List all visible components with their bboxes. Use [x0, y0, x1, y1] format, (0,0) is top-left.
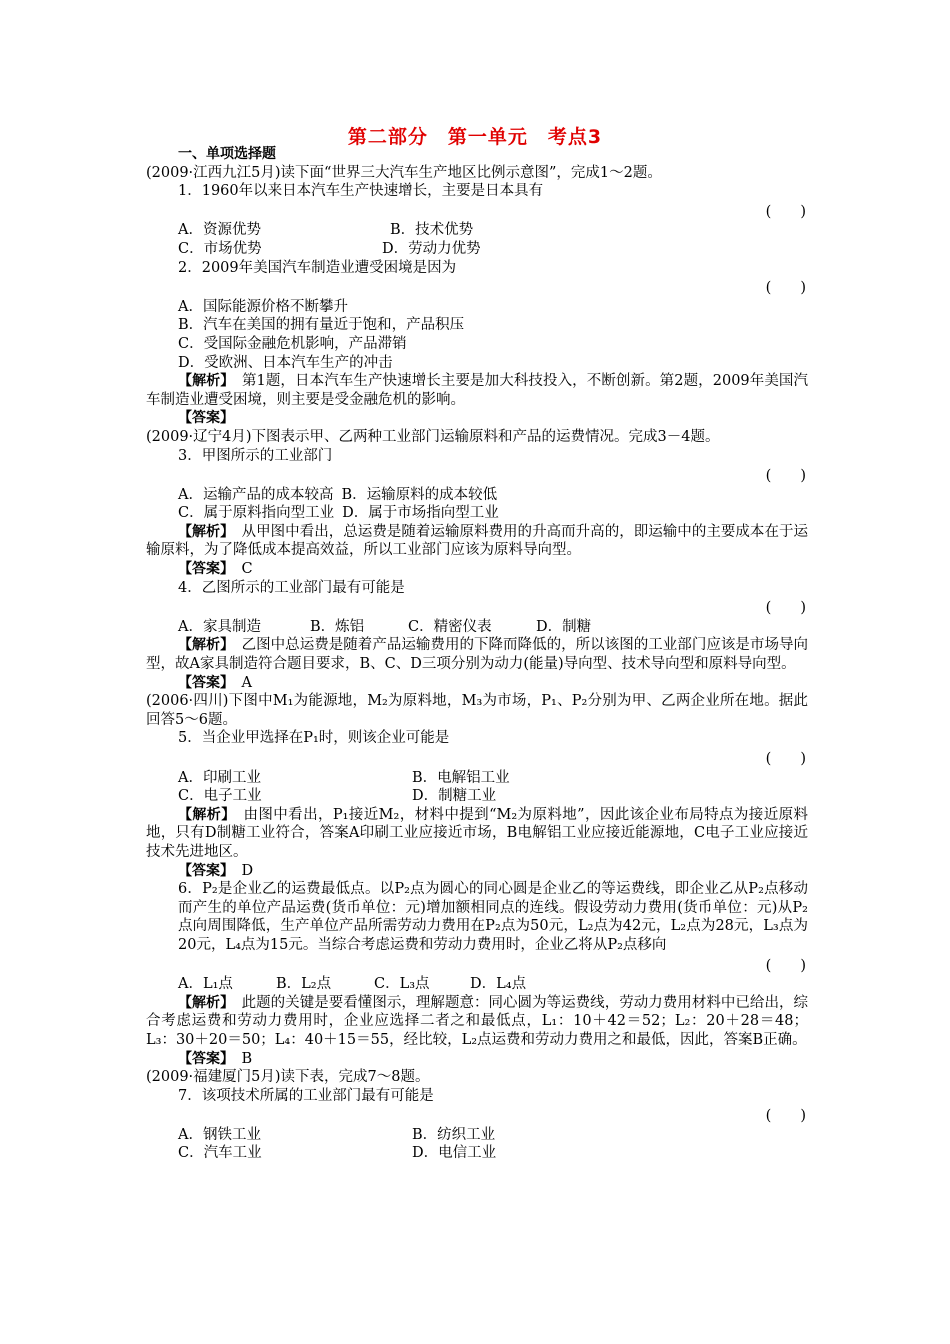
- answer-bracket: ( ): [765, 203, 806, 220]
- answer-label: 【答案】: [178, 862, 227, 879]
- option-row: [146, 769, 808, 788]
- analysis-label: 【解析】: [178, 806, 229, 823]
- option-b: B．运输原料的成本较低: [341, 486, 498, 503]
- analysis-text: 由图中看出，P₁接近M₂，材料中提到“M₂为原料地”，因此该企业布局特点为接近原料地，只有D制糖工业符合，答案A印刷工业应接近市场，B电解铝工业应接近能源地，C电子工业应接近技术先进地区。: [146, 806, 808, 860]
- option-c: C．L₃点: [374, 976, 430, 993]
- question-intro: (2009·福建厦门5月)读下表，完成7～8题。: [146, 1069, 430, 1086]
- section-heading: 一、单项选择题: [178, 146, 276, 162]
- option-a: A．国际能源价格不断攀升: [178, 298, 348, 315]
- answer-value: D: [241, 862, 254, 879]
- analysis-label: 【解析】: [178, 637, 228, 654]
- answer-bracket: ( ): [765, 468, 806, 485]
- option-a: A．钢铁工业: [178, 1126, 261, 1143]
- option-c: C．市场优势: [178, 240, 262, 257]
- option-a: A．资源优势: [178, 222, 261, 239]
- analysis-label: 【解析】: [178, 994, 228, 1011]
- option-c: C．电子工业: [178, 788, 262, 805]
- option-row: [146, 1144, 808, 1163]
- option-row: [146, 975, 808, 994]
- answer-label: 【答案】: [178, 674, 227, 691]
- question-stem: 6．P₂是企业乙的运费最低点。以P₂点为圆心的同心圆是企业乙的等运费线，即企业乙从P₂点移动而产生的单位产品运费(货币单位：元)增加额相同点的连线。假设劳动力费用(货币单位：元)从P₂点向周围降低，生产单位产品所需劳动力费用在P₂点为50元，L₂点为42元，L₂点为28元，L₃点为20元，L₄点为15元。当综合考虑运费和劳动力费用时，企业乙将从P₂点移向: [178, 881, 808, 953]
- option-c: C．属于原料指向型工业: [178, 505, 335, 522]
- answer-label: 【答案】: [178, 561, 227, 578]
- option-d: D．受欧洲、日本汽车生产的冲击: [178, 354, 393, 371]
- analysis-paragraph: [146, 372, 808, 409]
- option-d: D．劳动力优势: [382, 240, 481, 257]
- option-a: A．L₁点: [178, 976, 233, 993]
- option-a: A．家具制造: [178, 618, 261, 635]
- option-d: D．电信工业: [412, 1145, 497, 1162]
- option-a: A．印刷工业: [178, 769, 261, 786]
- question-stem: 3．甲图所示的工业部门: [178, 447, 333, 464]
- analysis-label: 【解析】: [178, 373, 228, 390]
- answer-bracket: ( ): [765, 1108, 806, 1125]
- option-row: [146, 486, 808, 505]
- option-b: B．电解铝工业: [412, 769, 510, 786]
- option-b: B．炼铝: [310, 618, 365, 635]
- option-row: [146, 787, 808, 806]
- option-b: B．汽车在美国的拥有量近于饱和，产品积压: [178, 317, 465, 334]
- answer-line: [146, 560, 808, 579]
- answer-bracket: ( ): [765, 751, 806, 767]
- option-row: [146, 1126, 808, 1145]
- option-c: C．精密仪表: [408, 618, 492, 635]
- analysis-paragraph: [146, 806, 808, 862]
- answer-line: [146, 1050, 808, 1069]
- analysis-text: 此题的关键是要看懂图示，理解题意：同心圆为等运费线，劳动力费用材料中已给出，综合考虑运费和劳动力费用时，企业应选择二者之和最低点，L₁：10＋42＝52；L₂：20＋28＝48；L₃：30＋20＝50；L₄：40＋15＝55，经比较，L₂点运费和劳动力费用之和最低，因此，答案B正确。: [146, 994, 808, 1048]
- answer-value: C: [241, 561, 253, 578]
- option-a: A．运输产品的成本较高: [178, 486, 334, 503]
- question-stem: 1．1960年以来日本汽车生产快速增长，主要是日本具有: [178, 183, 544, 200]
- analysis-paragraph: [146, 636, 808, 673]
- option-b: B．技术优势: [390, 222, 474, 239]
- answer-label: 【答案】: [178, 1050, 227, 1067]
- document-body: [146, 145, 808, 1163]
- question-stem: 2．2009年美国汽车制造业遭受困境是因为: [178, 259, 457, 276]
- option-c: C．受国际金融危机影响，产品滞销: [178, 335, 407, 352]
- answer-line: [146, 862, 808, 881]
- option-row: [146, 618, 808, 637]
- analysis-text: 从甲图中看出，总运费是随着运输原料费用的升高而升高的，即运输中的主要成本在于运输原料，为了降低成本提高效益，所以工业部门应该为原料导向型。: [146, 523, 808, 559]
- answer-bracket: ( ): [765, 600, 806, 617]
- answer-value: A: [241, 674, 252, 691]
- option-row: [146, 504, 808, 523]
- option-d: D．制糖工业: [412, 788, 497, 805]
- answer-bracket: ( ): [765, 957, 806, 974]
- answer-value: B: [241, 1050, 253, 1067]
- question-stem: 7．该项技术所属的工业部门最有可能是: [178, 1087, 434, 1104]
- question-stem: 4．乙图所示的工业部门最有可能是: [178, 579, 405, 596]
- option-row: [146, 221, 808, 240]
- question-intro: (2006·四川)下图中M₁为能源地，M₂为原料地，M₃为市场，P₁、P₂分别为甲、乙两企业所在地。据此回答5～6题。: [146, 693, 808, 728]
- option-d: D．L₄点: [470, 976, 527, 993]
- question-intro: (2009·辽宁4月)下图表示甲、乙两种工业部门运输原料和产品的运费情况。完成3－4题。: [146, 428, 720, 445]
- answer-line: [146, 409, 808, 428]
- answer-line: [146, 674, 808, 693]
- answer-bracket: ( ): [765, 280, 806, 297]
- analysis-label: 【解析】: [178, 523, 228, 540]
- analysis-paragraph: [146, 994, 808, 1050]
- question-stem: 5．当企业甲选择在P₁时，则该企业可能是: [178, 730, 450, 747]
- option-row: [146, 240, 808, 259]
- page-title: 第二部分 第一单元 考点3: [347, 126, 603, 148]
- option-d: D．属于市场指向型工业: [342, 505, 499, 522]
- option-b: B．纺织工业: [412, 1126, 496, 1143]
- answer-label: 【答案】: [178, 410, 234, 427]
- analysis-paragraph: [146, 523, 808, 560]
- option-b: B．L₂点: [276, 976, 332, 993]
- analysis-text: 乙图中总运费是随着产品运输费用的下降而降低的，所以该图的工业部门应该是市场导向型，故A家具制造符合题目要求，B、C、D三项分别为动力(能量)导向型、技术导向型和原料导向型。: [146, 637, 808, 673]
- analysis-text: 第1题，日本汽车生产快速增长主要是加大科技投入，不断创新。第2题，2009年美国汽车制造业遭受困境，则主要是受金融危机的影响。: [146, 373, 809, 408]
- question-intro: (2009·江西九江5月)读下面“世界三大汽车生产地区比例示意图”，完成1～2题。: [146, 164, 662, 181]
- option-d: D．制糖: [536, 618, 592, 635]
- option-c: C．汽车工业: [178, 1145, 262, 1162]
